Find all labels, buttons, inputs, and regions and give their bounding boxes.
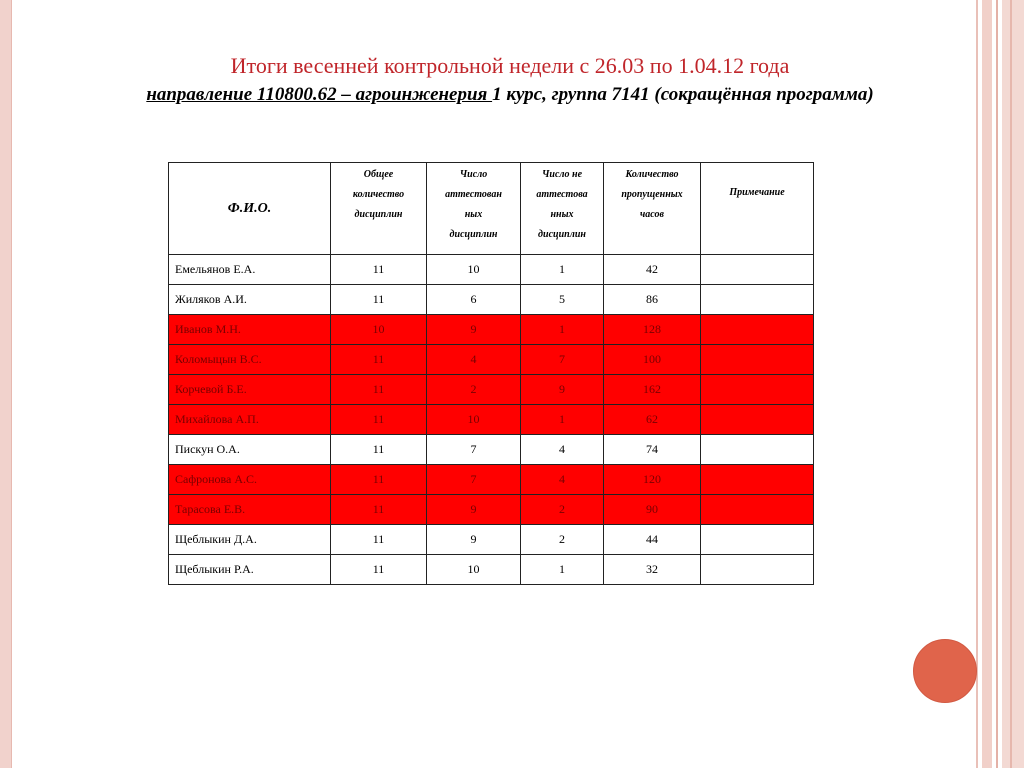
cell-passed: 2: [427, 375, 521, 405]
table-row: [169, 255, 814, 285]
subtitle-direction: направление 110800.62 – агроинженерия: [146, 84, 493, 105]
table-row: [169, 375, 814, 405]
cell-name: Сафронова А.С.: [169, 465, 331, 495]
results-table: [168, 162, 814, 585]
cell-passed: 10: [427, 405, 521, 435]
table-row: [169, 285, 814, 315]
cell-name: Корчевой Б.Е.: [169, 375, 331, 405]
cell-note: [701, 465, 814, 495]
cell-name: Щеблыкин Р.А.: [169, 555, 331, 585]
table-row: [169, 435, 814, 465]
cell-failed: 2: [521, 525, 604, 555]
cell-note: [701, 405, 814, 435]
cell-failed: 1: [521, 255, 604, 285]
cell-passed: 10: [427, 255, 521, 285]
cell-total: 11: [331, 255, 427, 285]
left-decorative-border: [0, 0, 12, 768]
cell-note: [701, 285, 814, 315]
table-row: [169, 555, 814, 585]
cell-name: Тарасова Е.В.: [169, 495, 331, 525]
cell-name: Емельянов Е.А.: [169, 255, 331, 285]
header-failed: Число не аттестова нных дисциплин: [521, 163, 604, 255]
table-row: [169, 405, 814, 435]
cell-failed: 1: [521, 555, 604, 585]
cell-note: [701, 315, 814, 345]
cell-missed: 32: [604, 555, 701, 585]
header-passed: Число аттестован ных дисциплин: [427, 163, 521, 255]
cell-note: [701, 495, 814, 525]
cell-total: 11: [331, 435, 427, 465]
cell-total: 11: [331, 525, 427, 555]
cell-passed: 9: [427, 495, 521, 525]
cell-failed: 2: [521, 495, 604, 525]
cell-name: Пискун О.А.: [169, 435, 331, 465]
cell-failed: 4: [521, 465, 604, 495]
cell-note: [701, 525, 814, 555]
cell-name: Жиляков А.И.: [169, 285, 331, 315]
cell-passed: 7: [427, 435, 521, 465]
table-row: [169, 465, 814, 495]
cell-missed: 74: [604, 435, 701, 465]
cell-total: 11: [331, 285, 427, 315]
cell-failed: 9: [521, 375, 604, 405]
cell-missed: 128: [604, 315, 701, 345]
table-row: [169, 315, 814, 345]
cell-note: [701, 375, 814, 405]
subtitle-group: 1 курс, группа 7141 (сокращённая программа): [492, 84, 874, 105]
cell-note: [701, 555, 814, 585]
cell-passed: 6: [427, 285, 521, 315]
cell-failed: 1: [521, 315, 604, 345]
table-header-row: [169, 163, 814, 255]
cell-passed: 4: [427, 345, 521, 375]
cell-passed: 7: [427, 465, 521, 495]
header-total: Общее количество дисциплин: [331, 163, 427, 255]
table-row: [169, 525, 814, 555]
cell-passed: 9: [427, 315, 521, 345]
cell-name: Коломыцын В.С.: [169, 345, 331, 375]
header-note: Примечание: [701, 163, 814, 255]
cell-total: 11: [331, 465, 427, 495]
cell-total: 11: [331, 375, 427, 405]
right-decorative-stripes: [976, 0, 1024, 768]
cell-missed: 100: [604, 345, 701, 375]
cell-failed: 4: [521, 435, 604, 465]
cell-note: [701, 435, 814, 465]
header-fio: Ф.И.О.: [169, 163, 331, 255]
cell-note: [701, 345, 814, 375]
cell-missed: 120: [604, 465, 701, 495]
cell-name: Щеблыкин Д.А.: [169, 525, 331, 555]
slide-subtitle: [60, 82, 960, 108]
cell-passed: 9: [427, 525, 521, 555]
cell-total: 11: [331, 345, 427, 375]
cell-name: Михайлова А.П.: [169, 405, 331, 435]
cell-missed: 44: [604, 525, 701, 555]
table-row: [169, 495, 814, 525]
header-missed: Количество пропущенных часов: [604, 163, 701, 255]
cell-missed: 162: [604, 375, 701, 405]
cell-missed: 42: [604, 255, 701, 285]
cell-total: 11: [331, 495, 427, 525]
cell-missed: 90: [604, 495, 701, 525]
cell-failed: 5: [521, 285, 604, 315]
cell-note: [701, 255, 814, 285]
cell-failed: 1: [521, 405, 604, 435]
cell-missed: 86: [604, 285, 701, 315]
slide-title: Итоги весенней контрольной недели с 26.03 по 1.04.12 года: [230, 53, 790, 78]
cell-missed: 62: [604, 405, 701, 435]
cell-name: Иванов М.Н.: [169, 315, 331, 345]
table-row: [169, 345, 814, 375]
cell-total: 11: [331, 405, 427, 435]
cell-total: 10: [331, 315, 427, 345]
cell-passed: 10: [427, 555, 521, 585]
cell-failed: 7: [521, 345, 604, 375]
cell-total: 11: [331, 555, 427, 585]
decorative-circle: [913, 639, 977, 703]
